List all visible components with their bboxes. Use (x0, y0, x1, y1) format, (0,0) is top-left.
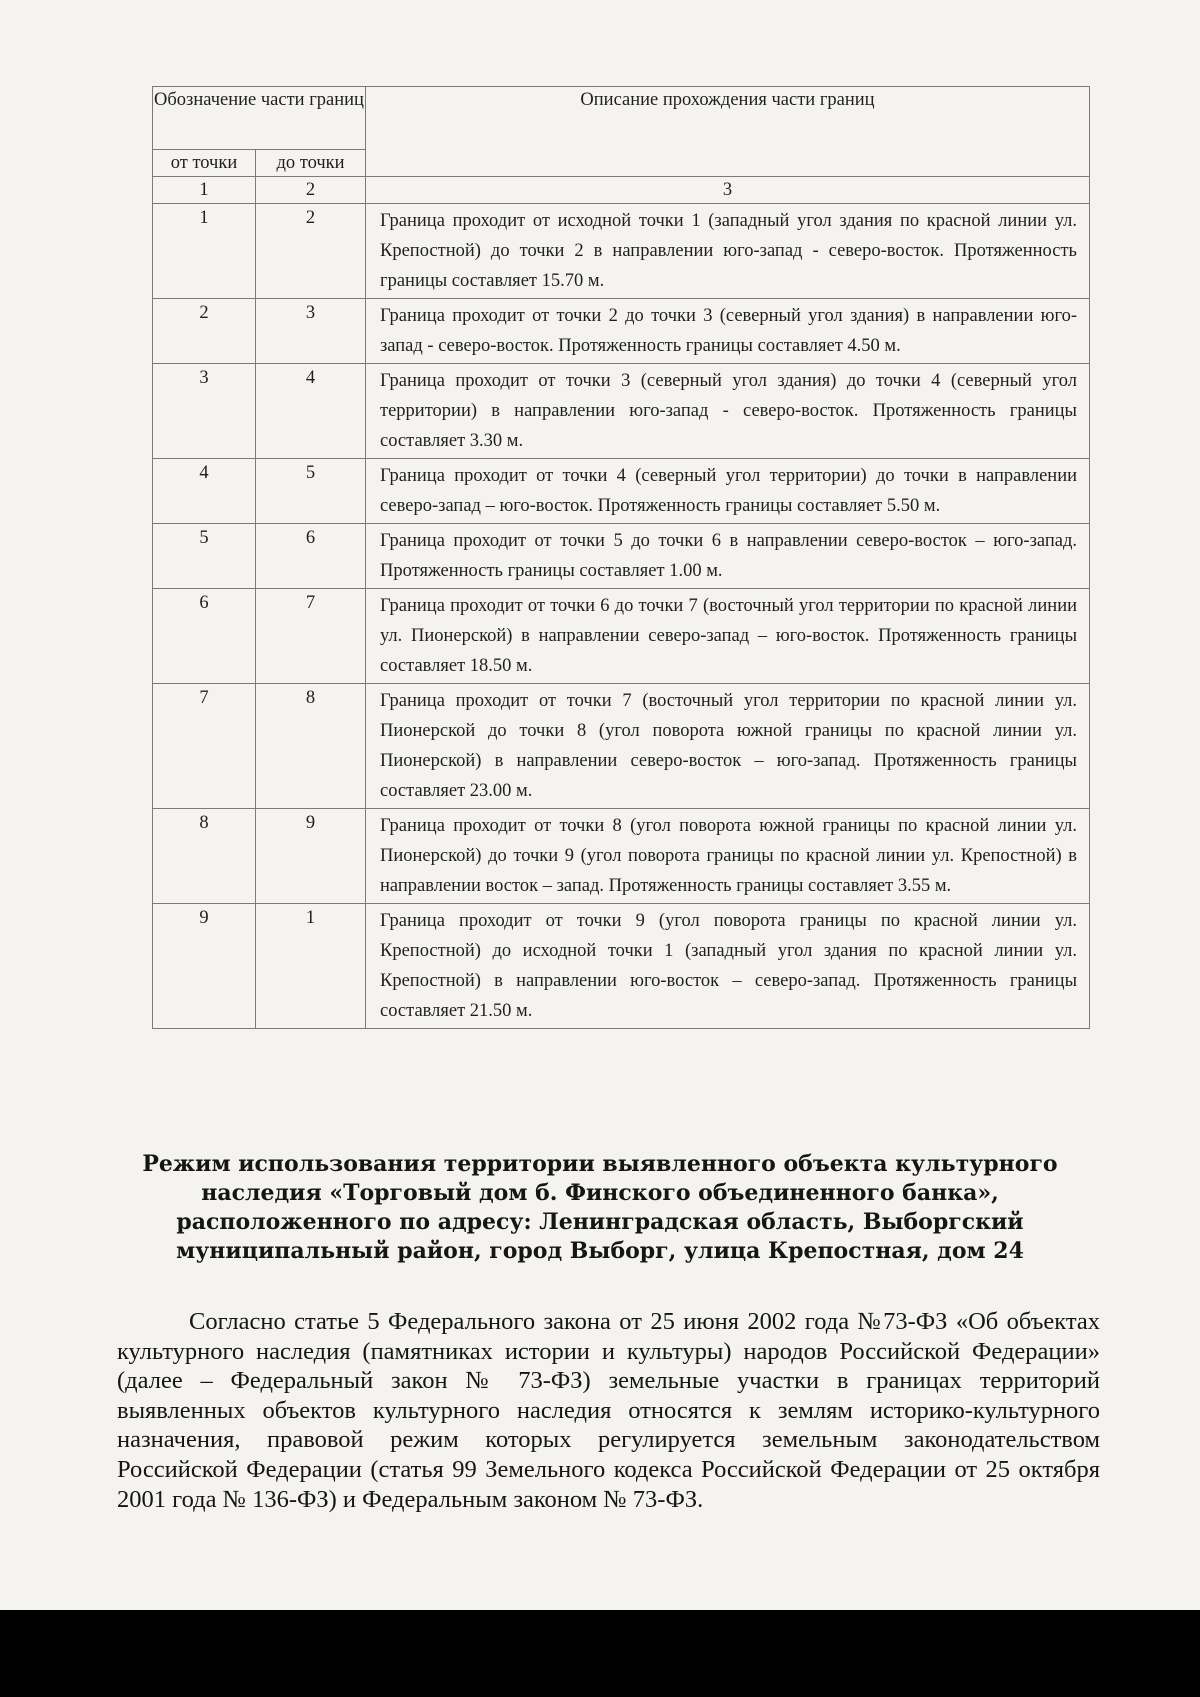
header-num-3: 3 (366, 177, 1090, 204)
table-row (153, 904, 1090, 1029)
cell-to: 7 (256, 589, 366, 684)
table-row (153, 204, 1090, 299)
cell-to: 5 (256, 459, 366, 524)
cell-from: 1 (153, 204, 256, 299)
header-num-2: 2 (256, 177, 366, 204)
cell-from: 2 (153, 299, 256, 364)
cell-to: 3 (256, 299, 366, 364)
body-paragraph: Согласно статье 5 Федерального закона от 25 июня 2002 года №73-ФЗ «Об объектах культурного наследия (памятниках истории и культуры) народов Российской Федерации» (далее – Федеральный закон № 73-ФЗ) земельные участки в границах территорий выявленных объектов культурного наследия относятся к землям историко-культурного назначения, правовой режим которых регулируется земельным законодательством Российской Федерации (статья 99 Земельного кодекса Российской Федерации от 25 октября 2001 года № 136-ФЗ) и Федеральным законом № 73-ФЗ. (117, 1308, 1100, 1513)
cell-to: 4 (256, 364, 366, 459)
cell-description: Граница проходит от точки 4 (северный угол территории) до точки в направлении северо-запад – юго-восток. Протяженность границы составляет 5.50 м. (366, 459, 1090, 524)
header-from: от точки (153, 150, 256, 177)
section-title: Режим использования территории выявленного объекта культурного наследия «Торговый дом б. Финского объединенного банка», расположенного по адресу: Ленинградская область, Выборгский муниципальный район, город Выборг, улица Крепостная, дом 24 (142, 1151, 1058, 1264)
header-designation: Обозначение части границ (153, 87, 366, 150)
cell-description: Граница проходит от точки 7 (восточный угол территории по красной линии ул. Пионерской до точки 8 (угол поворота южной границы по красной линии ул. Пионерской) в направлении северо-восток – юго-запад. Протяженность границы составляет 23.00 м. (366, 684, 1090, 809)
table-row (153, 589, 1090, 684)
table-row (153, 364, 1090, 459)
table-row (153, 459, 1090, 524)
cell-description: Граница проходит от точки 9 (угол поворота границы по красной линии ул. Крепостной) до исходной точки 1 (западный угол здания по красной линии ул. Крепостной) в направлении юго-восток – северо-запад. Протяженность границы составляет 21.50 м. (366, 904, 1090, 1029)
cell-from: 5 (153, 524, 256, 589)
cell-description: Граница проходит от точки 8 (угол поворота южной границы по красной линии ул. Пионерской) до точки 9 (угол поворота границы по красной линии ул. Крепостной) в направлении восток – запад. Протяженность границы составляет 3.55 м. (366, 809, 1090, 904)
boundary-table (152, 86, 1090, 1029)
cell-to: 6 (256, 524, 366, 589)
table-row (153, 684, 1090, 809)
header-num-1: 1 (153, 177, 256, 204)
cell-description: Граница проходит от точки 3 (северный угол здания) до точки 4 (северный угол территории) в направлении юго-запад - северо-восток. Протяженность границы составляет 3.30 м. (366, 364, 1090, 459)
table-row (153, 299, 1090, 364)
cell-from: 3 (153, 364, 256, 459)
cell-description: Граница проходит от точки 2 до точки 3 (северный угол здания) в направлении юго-запад - северо-восток. Протяженность границы составляет 4.50 м. (366, 299, 1090, 364)
header-description: Описание прохождения части границ (366, 87, 1090, 177)
cell-description: Граница проходит от точки 6 до точки 7 (восточный угол территории по красной линии ул. Пионерской) в направлении северо-запад – юго-восток. Протяженность границы составляет 18.50 м. (366, 589, 1090, 684)
cell-to: 1 (256, 904, 366, 1029)
table-row (153, 524, 1090, 589)
cell-from: 4 (153, 459, 256, 524)
cell-to: 9 (256, 809, 366, 904)
cell-from: 7 (153, 684, 256, 809)
cell-description: Граница проходит от исходной точки 1 (западный угол здания по красной линии ул. Крепостной) до точки 2 в направлении юго-запад - северо-восток. Протяженность границы составляет 15.70 м. (366, 204, 1090, 299)
cell-from: 9 (153, 904, 256, 1029)
cell-to: 8 (256, 684, 366, 809)
table-body (153, 204, 1090, 1029)
table-row (153, 809, 1090, 904)
cell-from: 8 (153, 809, 256, 904)
cell-from: 6 (153, 589, 256, 684)
cell-to: 2 (256, 204, 366, 299)
header-to: до точки (256, 150, 366, 177)
cell-description: Граница проходит от точки 5 до точки 6 в направлении северо-восток – юго-запад. Протяженность границы составляет 1.00 м. (366, 524, 1090, 589)
